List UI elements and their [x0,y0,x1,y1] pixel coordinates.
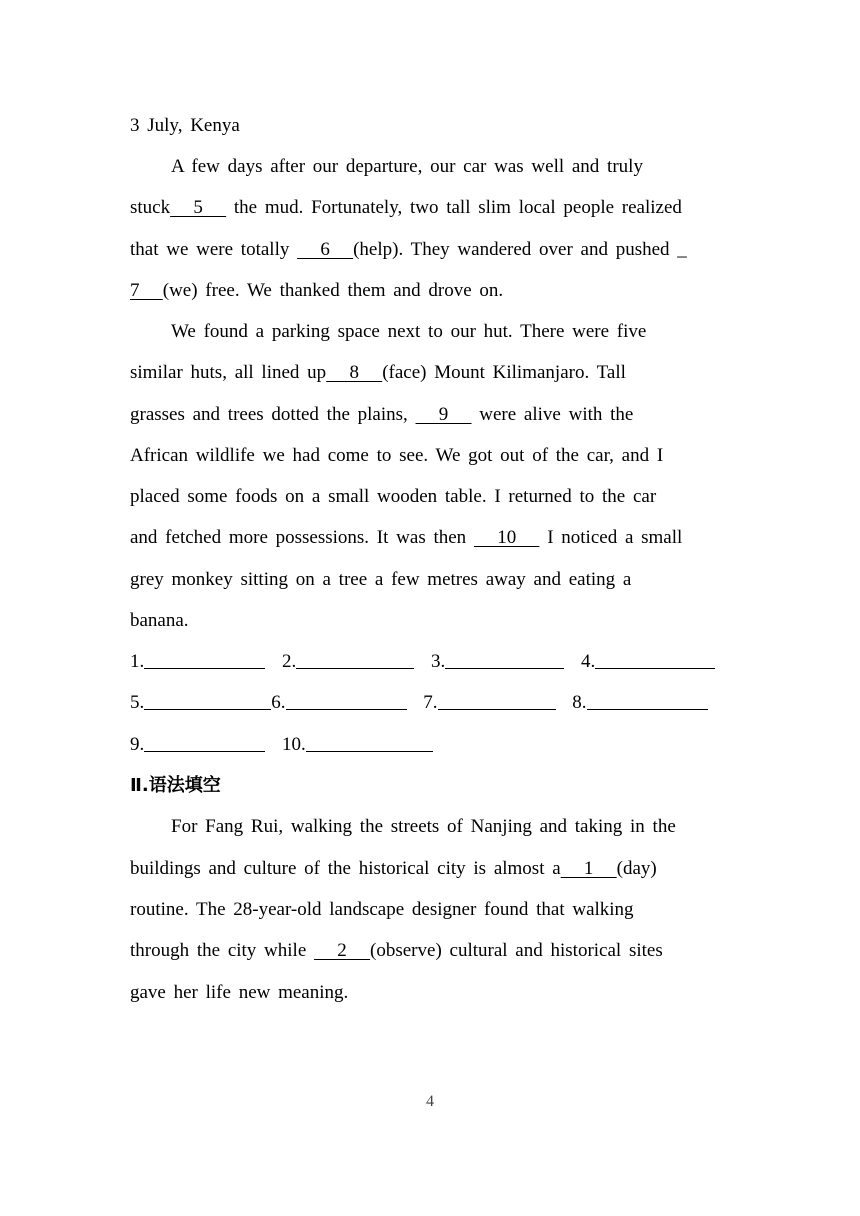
passage-line: similar huts, all lined up 8 (face) Mount Kilimanjaro. Tall [130,362,626,383]
answer-blank-1[interactable] [144,650,265,669]
passage-line: For Fang Rui, walking the streets of Nanjing and taking in the [171,816,676,837]
passage-line: gave her life new meaning. [130,982,349,1003]
answer-blank-5[interactable] [144,691,271,710]
section-heading: Ⅱ.语法填空 [130,775,221,796]
passage-line: A few days after our departure, our car was well and truly [171,156,643,177]
answer-blank-8[interactable] [587,691,708,710]
passage-line: that we were totally 6 (help). They wandered over and pushed _ [130,239,687,260]
answer-blank-3[interactable] [445,650,564,669]
passage-line: buildings and culture of the historical city is almost a 1 (day) [130,858,657,879]
answer-blank-10[interactable] [306,733,433,752]
blank-6: 6 [297,239,354,260]
answer-row: 9. 10. [130,733,730,757]
passage-line: through the city while 2 (observe) cultural and historical sites [130,940,663,961]
passage-line: and fetched more possessions. It was then 10 I noticed a small [130,527,683,548]
answer-row: 5. 6. 7. 8. [130,691,730,715]
passage-line: 7 (we) free. We thanked them and drove on. [130,280,504,301]
blank-9: 9 [415,404,472,425]
blank-8: 8 [326,362,383,383]
blank-1: 1 [560,858,617,879]
passage-line: grasses and trees dotted the plains, 9 were alive with the [130,404,634,425]
passage-line: African wildlife we had come to see. We got out of the car, and I [130,445,664,466]
answer-row: 1. 2. 3. 4. [130,650,730,674]
answer-blank-4[interactable] [595,650,715,669]
answer-blank-6[interactable] [286,691,407,710]
date-line: 3 July, Kenya [130,115,240,136]
passage-line: placed some foods on a small wooden table. I returned to the car [130,486,657,507]
answer-blank-9[interactable] [144,733,265,752]
blank-10: 10 [473,527,540,548]
passage-line: stuck 5 the mud. Fortunately, two tall slim local people realized [130,197,682,218]
answer-blank-2[interactable] [296,650,414,669]
blank-5: 5 [170,197,227,218]
answer-blank-7[interactable] [438,691,556,710]
passage-line: We found a parking space next to our hut. There were five [171,321,647,342]
page-number: 4 [426,1093,434,1110]
blank-7: 7 [130,280,163,301]
blank-2: 2 [314,940,371,961]
passage-line: grey monkey sitting on a tree a few metres away and eating a [130,569,632,590]
passage-line: banana. [130,610,189,631]
passage-line: routine. The 28-year-old landscape designer found that walking [130,899,634,920]
